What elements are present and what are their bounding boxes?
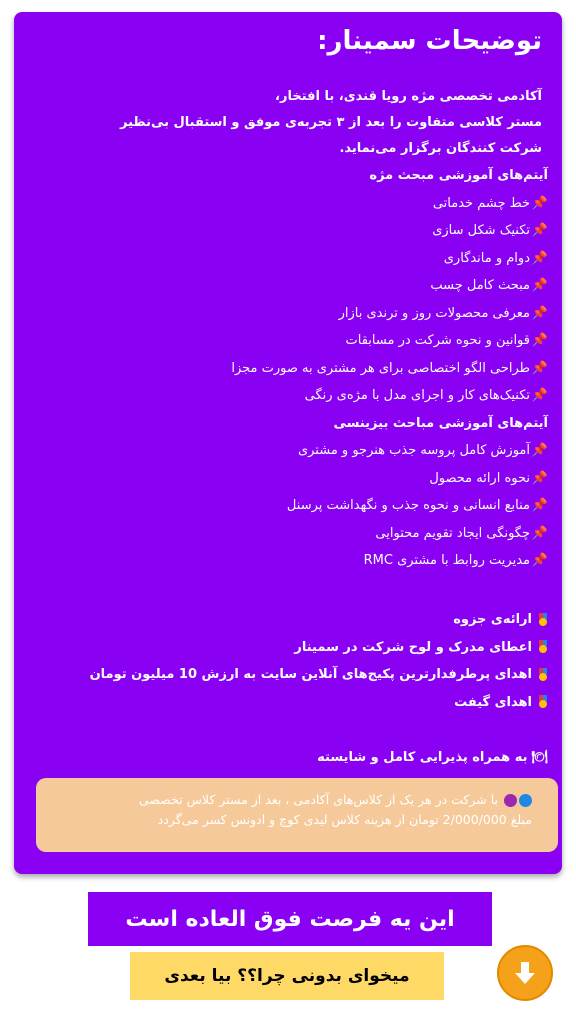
arrow-down-icon [510, 958, 540, 988]
pushpin-icon: 📌 [531, 553, 548, 569]
pushpin-icon: 📌 [531, 525, 548, 541]
benefit-label: اهدای پرطرفدارترین پکیج‌های آنلاین سایت به ارزش 10 میلیون تومان [89, 667, 532, 683]
list-item-label: مدیریت روابط با مشتری RMC [363, 553, 530, 569]
hospitality-item [24, 744, 548, 772]
list-item [24, 547, 548, 575]
benefit-item [24, 661, 548, 689]
list-item-label: معرفی محصولات روز و ترندی بازار [338, 305, 530, 321]
benefit-item [24, 689, 548, 717]
list-item [24, 217, 548, 245]
list-item-label: دوام و ماندگاری [443, 250, 530, 266]
section-heading-lash: آیتم‌های آموزشی مبحث مژه [369, 168, 548, 184]
list-item [24, 382, 548, 410]
pushpin-icon: 📌 [531, 333, 548, 349]
list-item-label: آموزش کامل پروسه جذب هنرجو و مشتری [297, 443, 530, 459]
next-button[interactable] [497, 945, 553, 1001]
list-item-label: تکنیک‌های کار و اجرای مدل با مژه‌ی رنگی [304, 388, 530, 404]
pushpin-icon: 📌 [531, 470, 548, 486]
next-prompt-label[interactable]: میخوای بدونی چرا؟؟ بیا بعدی [130, 952, 444, 1000]
note-text: با شرکت در هر یک از کلاس‌های آکادمی ، بعد از مستر کلاس تخصصی [139, 792, 499, 807]
intro-line: آکادمی تخصصی مژه رویا قندی، با افتخار، [275, 89, 542, 104]
intro-text [26, 84, 542, 162]
list-item [24, 245, 548, 273]
note-line-1 [50, 790, 532, 810]
seminar-description-card [14, 12, 562, 874]
list-item [24, 300, 548, 328]
note-line-2: مبلغ 2/000/000 تومان از هزینه کلاس لیدی کوچ و ادونس کسر می‌گردد [157, 812, 532, 827]
benefit-label: ارائه‌ی جزوه [453, 612, 532, 628]
card-title: توضیحات سمینار: [317, 26, 542, 56]
medal-icon [538, 695, 548, 709]
list-item-label: مبحث کامل چسب [430, 278, 530, 294]
list-item [24, 465, 548, 493]
list-item [24, 437, 548, 465]
plate-icon: 🍽 [531, 750, 548, 766]
pushpin-icon: 📌 [531, 250, 548, 266]
hospitality-line [24, 744, 548, 772]
list-item [24, 272, 548, 300]
lash-topics-list [24, 162, 548, 575]
pushpin-icon: 📌 [531, 305, 548, 321]
pushpin-icon: 📌 [531, 278, 548, 294]
list-item-label: تکنیک شکل سازی [432, 223, 530, 239]
benefit-item [24, 634, 548, 662]
intro-line: شرکت کنندگان برگزار می‌نماید. [339, 141, 542, 156]
medal-icon [538, 640, 548, 654]
benefit-item [24, 606, 548, 634]
list-item-label: چگونگی ایجاد تقویم محتوایی [375, 525, 530, 541]
benefits-list [24, 606, 548, 716]
medal-icon [538, 613, 548, 627]
intro-line: مستر کلاسی متفاوت را بعد از ۳ تجربه‌ی موفق و استقبال بی‌نظیر [120, 115, 542, 130]
list-item [24, 190, 548, 218]
pushpin-icon: 📌 [531, 360, 548, 376]
list-item-label: خط چشم خدماتی [432, 195, 530, 211]
list-item-label: نحوه ارائه محصول [429, 470, 530, 486]
list-item [24, 327, 548, 355]
pushpin-icon: 📌 [531, 223, 548, 239]
opportunity-banner: این یه فرصت فوق العاده است [88, 892, 492, 946]
pushpin-icon: 📌 [531, 443, 548, 459]
list-item-label: قوانین و نحوه شرکت در مسابقات [345, 333, 530, 349]
medal-icon [538, 668, 548, 682]
list-item-label: طراحی الگو اختصاصی برای هر مشتری به صورت مجزا [231, 360, 530, 376]
list-item [24, 520, 548, 548]
discount-note [36, 778, 558, 852]
pushpin-icon: 📌 [531, 498, 548, 514]
section-heading-business: آیتم‌های آموزشی مباحث بیزینسی [333, 415, 548, 431]
list-item [24, 355, 548, 383]
pushpin-icon: 📌 [531, 388, 548, 404]
benefit-label: اعطای مدرک و لوح شرکت در سمینار [294, 639, 532, 655]
pushpin-icon: 📌 [531, 195, 548, 211]
purple-circle-icon [504, 794, 517, 807]
benefit-label: اهدای گیفت [454, 694, 532, 710]
list-item-label: منابع انسانی و نحوه جذب و نگهداشت پرسنل [286, 498, 530, 514]
list-item [24, 492, 548, 520]
hospitality-label: به همراه پذیرایی کامل و شایسته [317, 750, 528, 766]
blue-circle-icon [519, 794, 532, 807]
